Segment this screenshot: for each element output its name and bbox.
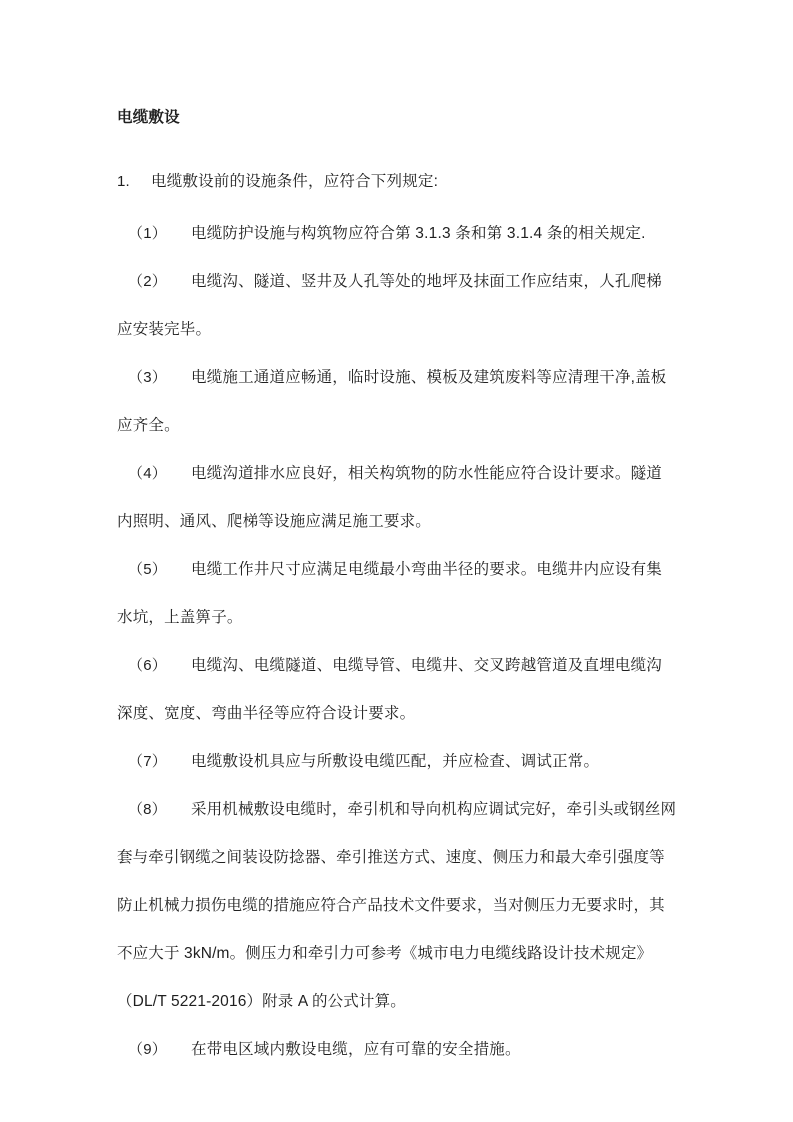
clause-1 xyxy=(117,158,677,206)
subitem-5-text: 电缆工作井尺寸应满足电缆最小弯曲半径的要求。电缆井内应设有集水坑，上盖箅子。 xyxy=(117,561,663,626)
subitem-5 xyxy=(117,546,677,642)
subitem-4-text: 电缆沟道排水应良好，相关构筑物的防水性能应符合设计要求。隧道内照明、通风、爬梯等设施应满足施工要求。 xyxy=(117,465,663,530)
subitem-6-text: 电缆沟、电缆隧道、电缆导管、电缆井、交叉跨越管道及直埋电缆沟深度、宽度、弯曲半径等应符合设计要求。 xyxy=(117,657,663,722)
subitem-4-marker: （4） xyxy=(128,465,167,482)
subitem-2-marker: （2） xyxy=(128,273,167,290)
subitem-9-marker: （9） xyxy=(128,1041,167,1058)
subitem-9-text: 在带电区域内敷设电缆，应有可靠的安全措施。 xyxy=(191,1041,521,1058)
subitem-3 xyxy=(117,354,677,450)
subitem-5-marker: （5） xyxy=(128,561,167,578)
subitem-3-text: 电缆施工通道应畅通，临时设施、模板及建筑废料等应清理干净,盖板应齐全。 xyxy=(117,369,667,434)
document-content xyxy=(117,106,677,1074)
subitem-6 xyxy=(117,642,677,738)
subitem-1-marker: （1） xyxy=(128,225,167,242)
subitem-2 xyxy=(117,258,677,354)
subitem-3-marker: （3） xyxy=(128,369,167,386)
clause-1-text: 电缆敷设前的设施条件，应符合下列规定: xyxy=(151,173,439,190)
subitem-8-text: 采用机械敷设电缆时，牵引机和导向机构应调试完好，牵引头或钢丝网套与牵引钢缆之间装设防捻器、牵引推送方式、速度、侧压力和最大牵引强度等防止机械力损伤电缆的措施应符合产品技术文件要求，当对侧压力无要求时，其不应大于 3kN/m。侧压力和牵引力可参考《城市电力电缆线路设计技术规定》（DL/T 5221-2016）附录 A 的公式计算。 xyxy=(117,801,677,1010)
subitem-7 xyxy=(117,738,677,786)
page-title: 电缆敷设 xyxy=(117,109,180,126)
subitem-8-marker: （8） xyxy=(128,801,167,818)
clause-1-marker: 1. xyxy=(117,173,130,190)
subitem-7-marker: （7） xyxy=(128,753,167,770)
subitem-4 xyxy=(117,450,677,546)
subitem-9 xyxy=(117,1026,677,1074)
subitem-7-text: 电缆敷设机具应与所敷设电缆匹配，并应检查、调试正常。 xyxy=(191,753,600,770)
subitem-6-marker: （6） xyxy=(128,657,167,674)
subitem-2-text: 电缆沟、隧道、竖井及人孔等处的地坪及抹面工作应结束，人孔爬梯应安装完毕。 xyxy=(117,273,663,338)
subitem-1 xyxy=(117,210,677,258)
subitem-1-text: 电缆防护设施与构筑物应符合第 3.1.3 条和第 3.1.4 条的相关规定. xyxy=(191,225,646,242)
subitem-8 xyxy=(117,786,677,1026)
